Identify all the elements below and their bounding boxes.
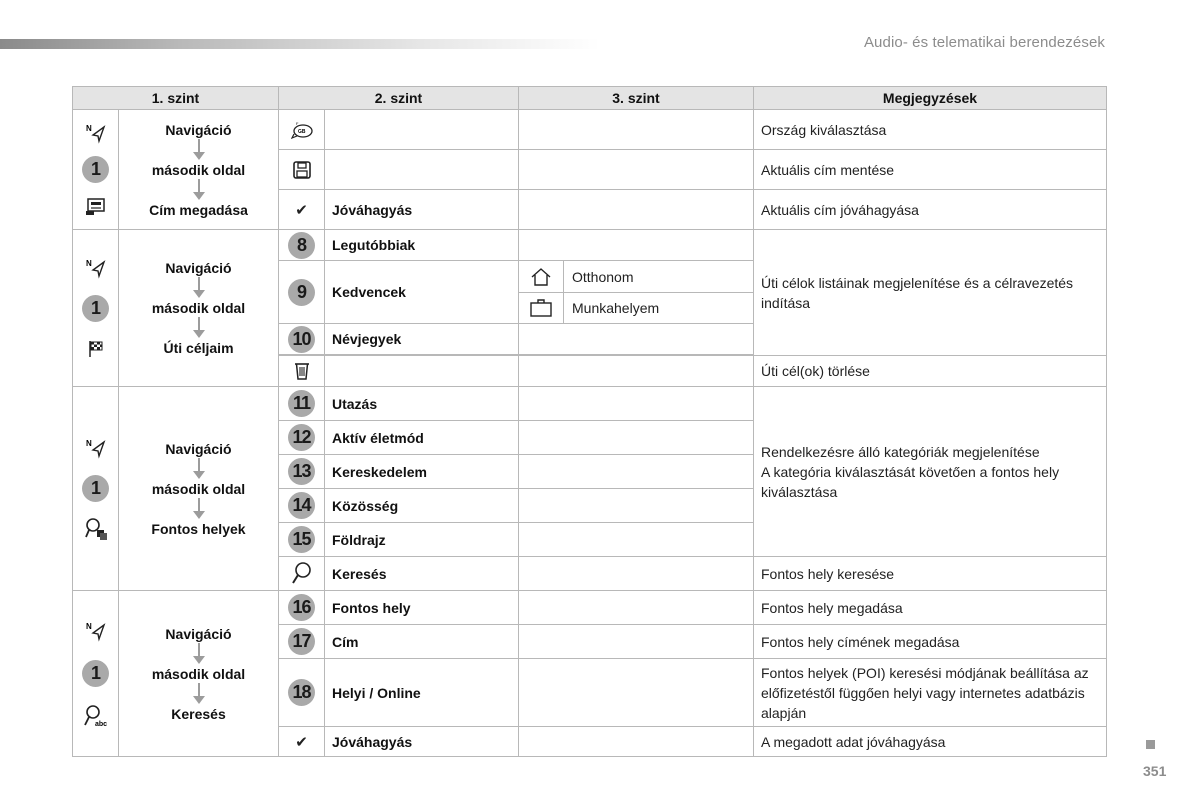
step-number-badge: 13 bbox=[288, 458, 315, 485]
down-arrow-icon bbox=[193, 277, 205, 299]
checkmark-icon[interactable]: ✔ bbox=[295, 201, 308, 219]
step-number-badge: 1 bbox=[82, 295, 109, 322]
home-icon bbox=[519, 261, 564, 292]
level2-icon-cell bbox=[279, 230, 325, 261]
step-number-badge: 15 bbox=[288, 526, 315, 553]
step-number-badge: 1 bbox=[82, 156, 109, 183]
navigation-menu-table bbox=[72, 86, 1107, 757]
level2-icon-cell bbox=[279, 523, 325, 557]
down-arrow-icon bbox=[193, 498, 205, 520]
navigation-arrow-icon bbox=[82, 254, 109, 281]
note-line: Rendelkezésre álló kategóriák megjelenítése bbox=[761, 443, 1040, 460]
level2-icon-cell bbox=[279, 659, 325, 727]
down-arrow-icon bbox=[193, 683, 205, 705]
level3-cell bbox=[519, 150, 754, 190]
table-row bbox=[73, 591, 1107, 625]
down-arrow-icon bbox=[193, 179, 205, 201]
level2-label[interactable]: Kereskedelem bbox=[325, 455, 519, 489]
step-number-badge: 17 bbox=[288, 628, 315, 655]
level2-label[interactable]: Közösség bbox=[325, 489, 519, 523]
level2-icon-cell bbox=[279, 557, 325, 591]
level2-label[interactable]: Jóváhagyás bbox=[325, 190, 519, 230]
checkered-flag-icon bbox=[82, 335, 109, 362]
level3-item[interactable] bbox=[519, 292, 753, 323]
step-number-badge: 14 bbox=[288, 492, 315, 519]
note-cell-merged: Úti célok listáinak megjelenítése és a célravezetés indítása bbox=[754, 230, 1107, 356]
note-cell: Fontos hely megadása bbox=[754, 591, 1107, 625]
level1-path bbox=[119, 387, 279, 591]
level1-icon-column bbox=[73, 110, 119, 230]
note-cell: Fontos hely keresése bbox=[754, 557, 1107, 591]
level3-cell bbox=[519, 455, 754, 489]
level3-cell bbox=[519, 727, 754, 757]
level1-label[interactable]: második oldal bbox=[151, 300, 246, 316]
column-header-level2: 2. szint bbox=[279, 87, 519, 110]
search-icon[interactable] bbox=[288, 559, 315, 586]
level3-cell bbox=[519, 230, 754, 261]
level1-label[interactable]: Keresés bbox=[171, 705, 226, 722]
column-header-notes: Megjegyzések bbox=[754, 87, 1107, 110]
level2-icon-cell bbox=[279, 625, 325, 659]
level2-label[interactable]: Legutóbbiak bbox=[325, 230, 519, 261]
step-number-badge: 1 bbox=[82, 475, 109, 502]
address-entry-icon bbox=[82, 193, 109, 220]
note-cell: A megadott adat jóváhagyása bbox=[754, 727, 1107, 757]
level3-label: Otthonom bbox=[572, 268, 634, 285]
level2-label[interactable]: Keresés bbox=[325, 557, 519, 591]
down-arrow-icon bbox=[193, 458, 205, 480]
page-header-title: Audio- és telematikai berendezések bbox=[863, 34, 1105, 51]
level2-icon-cell bbox=[279, 387, 325, 421]
page-marker bbox=[1146, 740, 1155, 749]
navigation-arrow-icon bbox=[82, 435, 109, 462]
svg-text:N: N bbox=[85, 124, 92, 133]
level2-label bbox=[325, 356, 519, 387]
level2-label[interactable]: Helyi / Online bbox=[325, 659, 519, 727]
column-header-level3: 3. szint bbox=[519, 87, 754, 110]
checkmark-icon[interactable]: ✔ bbox=[295, 733, 308, 751]
level3-cell bbox=[519, 190, 754, 230]
down-arrow-icon bbox=[193, 643, 205, 665]
note-cell: Aktuális cím mentése bbox=[754, 150, 1107, 190]
level1-label[interactable]: Navigáció bbox=[165, 625, 232, 642]
level2-icon-cell bbox=[279, 150, 325, 190]
top-decorative-bar bbox=[0, 39, 600, 49]
level1-path bbox=[119, 110, 279, 230]
note-cell: Ország kiválasztása bbox=[754, 110, 1107, 150]
level2-label[interactable]: Földrajz bbox=[325, 523, 519, 557]
level1-icon-column bbox=[73, 591, 119, 757]
level2-icon-cell bbox=[279, 110, 325, 150]
level2-icon-cell bbox=[279, 356, 325, 387]
level1-path bbox=[119, 591, 279, 757]
level2-label[interactable]: Kedvencek bbox=[325, 261, 519, 324]
level3-cell bbox=[519, 625, 754, 659]
note-cell-merged bbox=[754, 387, 1107, 557]
level3-cell bbox=[519, 387, 754, 421]
step-number-badge: 12 bbox=[288, 424, 315, 451]
level1-icon-column bbox=[73, 387, 119, 591]
table-row bbox=[73, 230, 1107, 261]
note-line: A kategória kiválasztását követően a fontos hely kiválasztása bbox=[761, 463, 1060, 500]
step-number-badge: 18 bbox=[288, 679, 315, 706]
level2-icon-cell bbox=[279, 455, 325, 489]
svg-text:abc: abc bbox=[94, 721, 107, 728]
level2-icon-cell bbox=[279, 324, 325, 355]
level1-label[interactable]: második oldal bbox=[151, 161, 246, 178]
svg-text:N: N bbox=[85, 439, 92, 448]
level1-label[interactable]: Navigáció bbox=[165, 260, 232, 276]
down-arrow-icon bbox=[193, 139, 205, 161]
level2-icon-cell bbox=[279, 489, 325, 523]
level3-cell bbox=[519, 110, 754, 150]
level1-label[interactable]: második oldal bbox=[151, 665, 246, 682]
level2-icon-cell bbox=[279, 591, 325, 625]
level3-cell bbox=[519, 261, 754, 324]
briefcase-icon bbox=[519, 293, 564, 324]
note-cell: Fontos helyek (POI) keresési módjának beállítása az előfizetéstől függően helyi vagy internetes adatbázis alapján bbox=[754, 659, 1107, 727]
level1-path bbox=[119, 230, 279, 387]
level3-cell bbox=[519, 324, 754, 355]
step-number-badge: 11 bbox=[288, 390, 315, 417]
step-number-badge: 1 bbox=[82, 660, 109, 687]
level3-cell bbox=[519, 591, 754, 625]
step-number-badge: 16 bbox=[288, 594, 315, 621]
level2-icon-cell bbox=[279, 261, 325, 324]
level2-label[interactable]: Utazás bbox=[325, 387, 519, 421]
level2-label[interactable]: Cím bbox=[325, 625, 519, 659]
level3-cell bbox=[519, 659, 754, 727]
level2-label[interactable]: Fontos hely bbox=[325, 591, 519, 625]
table-header-row bbox=[73, 87, 1107, 110]
note-cell: Úti cél(ok) törlése bbox=[754, 356, 1107, 387]
level3-cell bbox=[519, 557, 754, 591]
level2-icon-cell bbox=[279, 421, 325, 455]
down-arrow-icon bbox=[193, 317, 205, 339]
level3-cell bbox=[519, 523, 754, 557]
level2-label bbox=[325, 150, 519, 190]
level3-label: Munkahelyem bbox=[572, 300, 660, 316]
level3-cell bbox=[519, 489, 754, 523]
level3-cell bbox=[519, 356, 754, 387]
svg-text:N: N bbox=[85, 622, 92, 631]
navigation-arrow-icon bbox=[82, 618, 109, 645]
level2-label[interactable]: Aktív életmód bbox=[325, 421, 519, 455]
step-number-badge: 10 bbox=[288, 326, 315, 353]
svg-text:N: N bbox=[85, 258, 92, 268]
level2-label[interactable]: Jóváhagyás bbox=[325, 727, 519, 757]
level1-label[interactable]: Fontos helyek bbox=[151, 520, 246, 537]
level2-label bbox=[325, 110, 519, 150]
note-cell: Fontos hely címének megadása bbox=[754, 625, 1107, 659]
level2-label[interactable]: Névjegyek bbox=[325, 324, 519, 355]
level1-icon-column bbox=[73, 230, 119, 387]
country-select-icon[interactable] bbox=[288, 116, 315, 143]
level1-label[interactable]: Navigáció bbox=[165, 440, 232, 457]
step-number-badge: 9 bbox=[288, 279, 315, 306]
level3-cell bbox=[519, 421, 754, 455]
note-cell: Aktuális cím jóváhagyása bbox=[754, 190, 1107, 230]
page-number: 351 bbox=[1143, 763, 1167, 779]
navigation-arrow-icon bbox=[82, 120, 109, 147]
level1-label[interactable]: Cím megadása bbox=[149, 201, 248, 218]
poi-icon bbox=[82, 516, 109, 543]
trash-icon[interactable] bbox=[288, 358, 315, 385]
step-number-badge: 8 bbox=[288, 232, 315, 259]
level1-label[interactable]: Navigáció bbox=[165, 121, 232, 138]
table-row bbox=[73, 387, 1107, 421]
level2-icon-cell bbox=[279, 190, 325, 230]
svg-text:GB: GB bbox=[297, 128, 305, 135]
level1-label[interactable]: Úti céljaim bbox=[163, 340, 234, 356]
level3-item[interactable] bbox=[519, 261, 753, 292]
level1-label[interactable]: második oldal bbox=[151, 480, 246, 497]
table-row bbox=[73, 110, 1107, 150]
search-abc-icon bbox=[82, 703, 109, 730]
level2-icon-cell bbox=[279, 727, 325, 757]
svg-text:F: F bbox=[295, 120, 298, 126]
floppy-save-icon[interactable] bbox=[288, 156, 315, 183]
column-header-level1: 1. szint bbox=[73, 87, 279, 110]
